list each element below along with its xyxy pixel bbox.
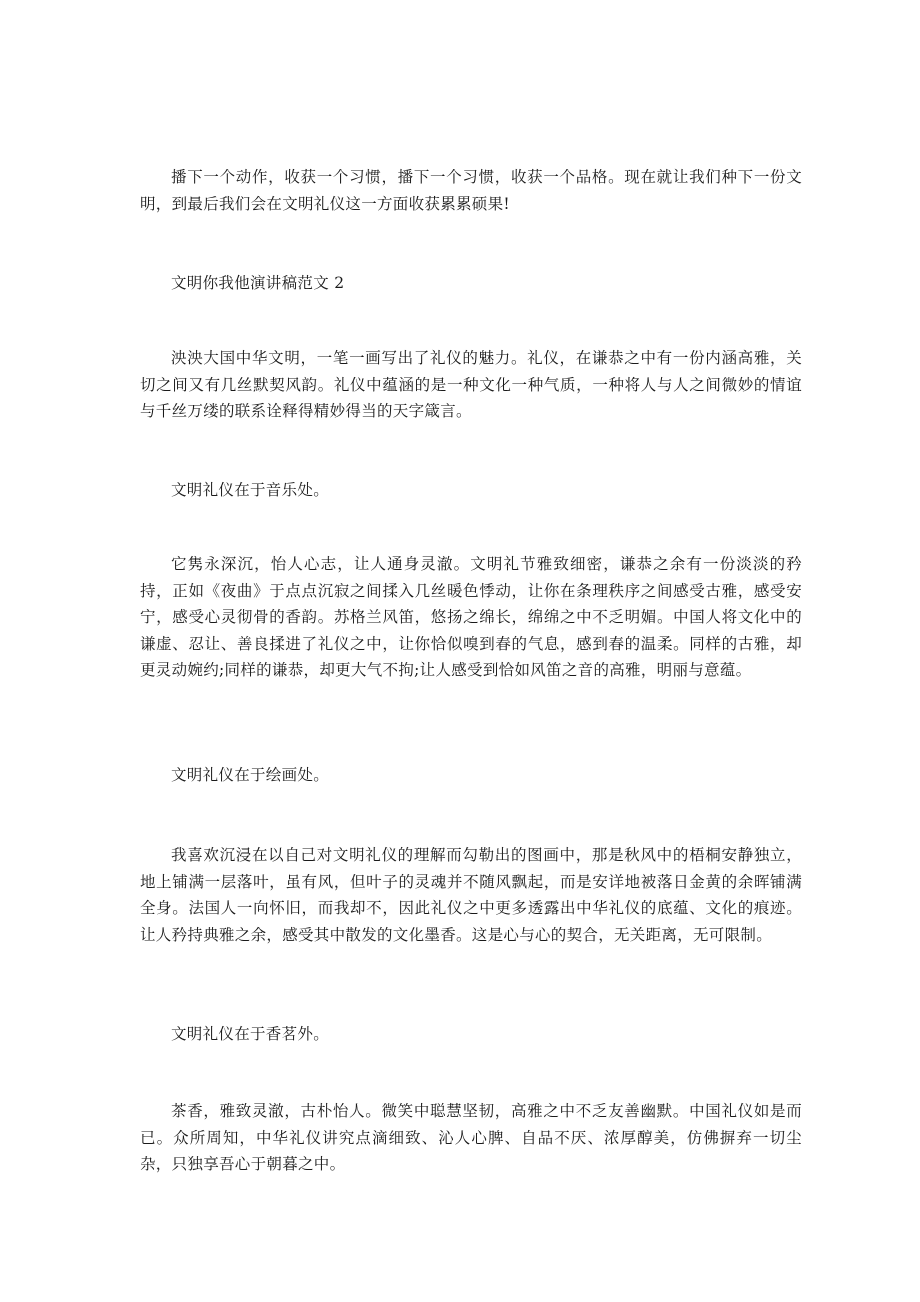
paragraph-tea: 茶香，雅致灵澈，古朴怡人。微笑中聪慧坚韧，高雅之中不乏友善幽默。中国礼仪如是而已。众所周知，中华礼仪讲究点滴细致、沁人心脾、自品不厌、浓厚醇美，仿佛摒弃一切尘杂，只独享吾心于朝暮之中。 — [140, 1102, 802, 1173]
paragraph-chinese-civilization: 泱泱大国中华文明，一笔一画写出了礼仪的魅力。礼仪，在谦恭之中有一份内涵高雅，关切之间又有几丝默契风韵。礼仪中蕴涵的是一种文化一种气质，一种将人与人之间微妙的情谊与千丝万缕的联系诠释得精妙得当的天字箴言。 — [140, 349, 802, 420]
paragraph-sow-an-action: 播下一个动作，收获一个习惯，播下一个习惯，收获一个品格。现在就让我们种下一份文明，到最后我们会在文明礼仪这一方面收获累累硕果! — [140, 168, 802, 213]
paragraph-painting: 我喜欢沉浸在以自己对文明礼仪的理解而勾勒出的图画中，那是秋风中的梧桐安静独立，地上铺满一层落叶，虽有风，但叶子的灵魂并不随风飘起，而是安详地被落日金黄的余晖铺满全身。法国人一向怀旧，而我却不，因此礼仪之中更多透露出中华礼仪的底蕴、文化的痕迹。让人矜持典雅之余，感受其中散发的文化墨香。这是心与心的契合，无关距离，无可限制。 — [140, 846, 802, 944]
section-heading-painting: 文明礼仪在于绘画处。 — [171, 766, 330, 784]
section-heading-music: 文明礼仪在于音乐处。 — [171, 481, 330, 499]
section-heading-speech-2: 文明你我他演讲稿范文 2 — [171, 274, 345, 292]
paragraph-music: 它隽永深沉，怡人心志，让人通身灵澈。文明礼节雅致细密，谦恭之余有一份淡淡的矜持，正如《夜曲》于点点沉寂之间揉入几丝暖色悸动，让你在条理秩序之间感受古雅，感受安宁，感受心灵彻骨的香韵。苏格兰风笛，悠扬之绵长，绵绵之中不乏明媚。中国人将文化中的谦虚、忍让、善良揉进了礼仪之中，让你恰似嗅到春的气息，感到春的温柔。同样的古雅，却更灵动婉约;同样的谦恭，却更大气不拘;让人感受到恰如风笛之音的高雅，明丽与意蕴。 — [140, 555, 802, 679]
section-heading-tea: 文明礼仪在于香茗外。 — [171, 1025, 330, 1043]
